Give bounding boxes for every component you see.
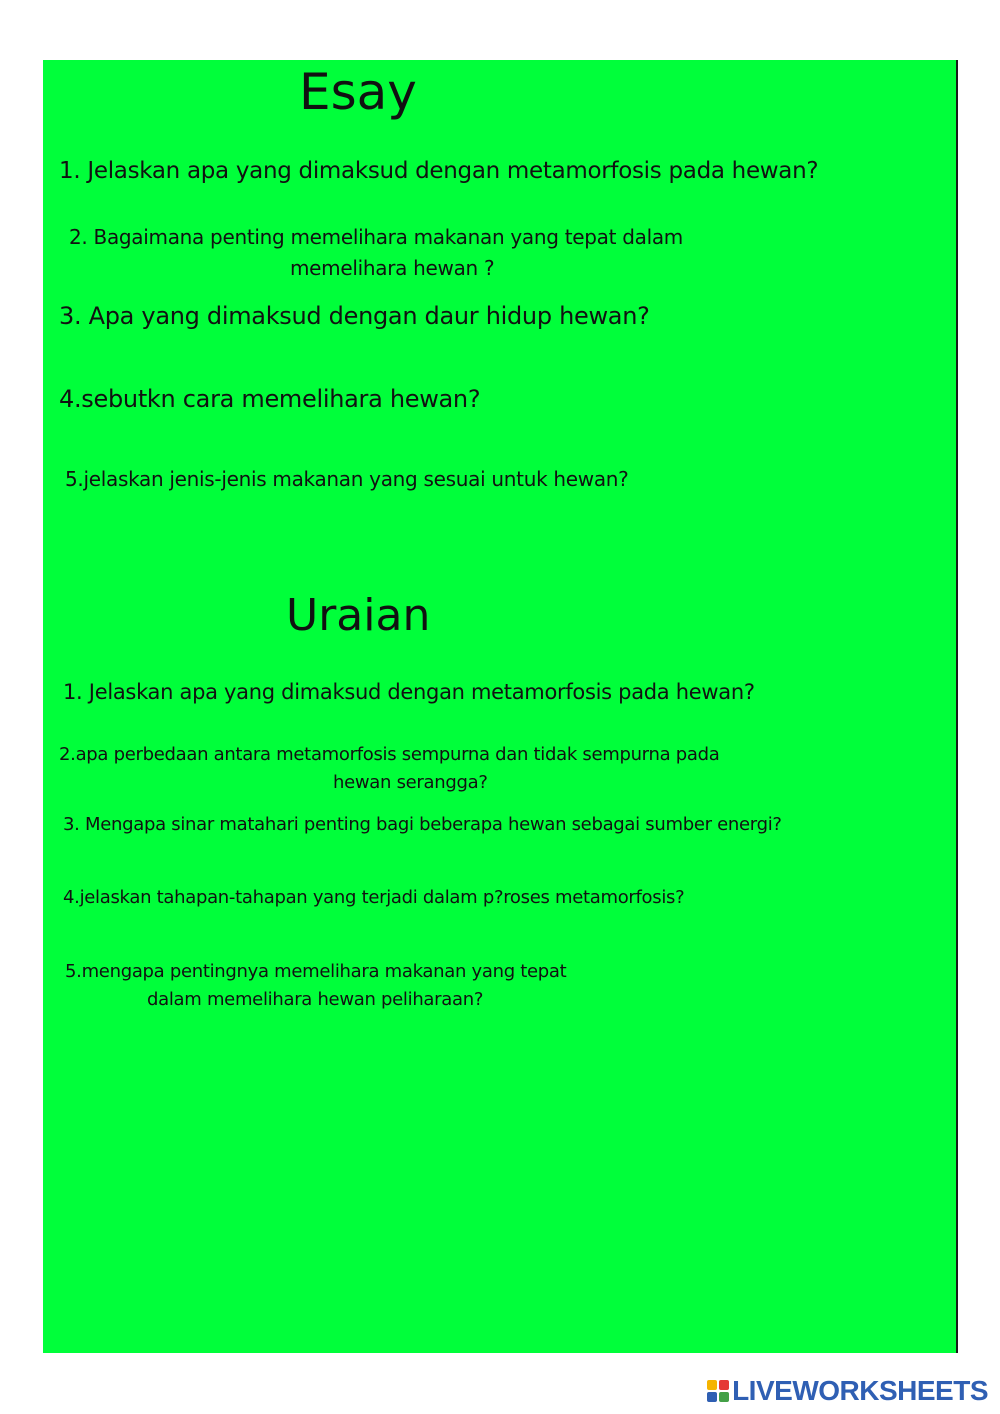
logo-square-1 xyxy=(707,1380,717,1390)
section-title-uraian: Uraian xyxy=(286,590,431,641)
esay-question-3: 3. Apa yang dimaksud dengan daur hidup hewan? xyxy=(59,302,650,330)
logo-square-2 xyxy=(719,1380,729,1390)
uraian-question-3: 3. Mengapa sinar matahari penting bagi beberapa hewan sebagai sumber energi? xyxy=(63,814,782,835)
uraian-question-1: 1. Jelaskan apa yang dimaksud dengan metamorfosis pada hewan? xyxy=(63,680,755,704)
worksheet-page xyxy=(43,60,956,1353)
section-title-esay: Esay xyxy=(299,63,417,121)
uraian-question-2-line-1: 2.apa perbedaan antara metamorfosis sempurna dan tidak sempurna pada xyxy=(59,744,720,765)
uraian-question-5-line-2: dalam memelihara hewan peliharaan? xyxy=(147,989,484,1010)
liveworksheets-logo-text: LIVEWORKSHEETS xyxy=(732,1375,988,1406)
uraian-question-5-line-1: 5.mengapa pentingnya memelihara makanan yang tepat xyxy=(65,961,567,982)
esay-question-5: 5.jelaskan jenis-jenis makanan yang sesuai untuk hewan? xyxy=(65,467,629,491)
esay-question-2-line-1: 2. Bagaimana penting memelihara makanan yang tepat dalam xyxy=(69,225,683,249)
liveworksheets-logo xyxy=(707,1376,988,1406)
uraian-question-4: 4.jelaskan tahapan-tahapan yang terjadi dalam p?roses metamorfosis? xyxy=(63,887,685,908)
logo-square-4 xyxy=(719,1392,729,1402)
esay-question-2-line-2: memelihara hewan ? xyxy=(290,256,495,280)
esay-question-4: 4.sebutkn cara memelihara hewan? xyxy=(59,385,481,413)
liveworksheets-logo-icon xyxy=(707,1380,729,1402)
esay-question-1: 1. Jelaskan apa yang dimaksud dengan metamorfosis pada hewan? xyxy=(59,158,819,184)
uraian-question-2-line-2: hewan serangga? xyxy=(333,772,488,793)
logo-square-3 xyxy=(707,1392,717,1402)
